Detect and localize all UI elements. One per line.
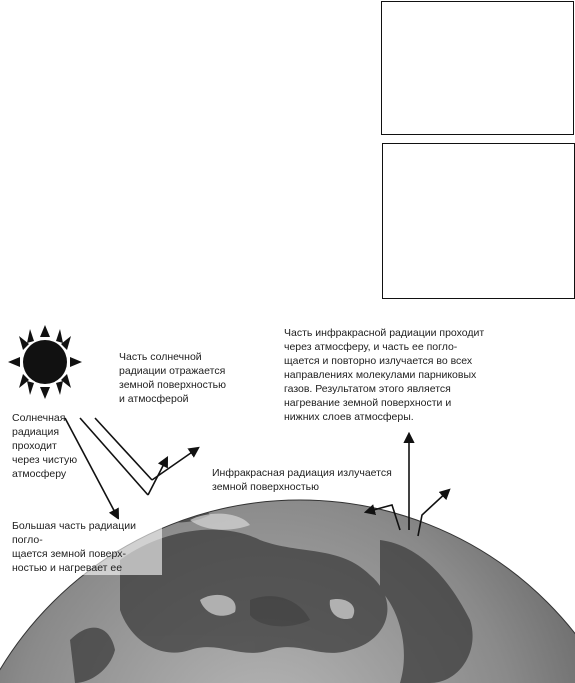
label-reflected: Часть солнечной радиации отражается земной поверхностью и атмосферой <box>119 351 227 405</box>
sun-icon <box>8 325 82 399</box>
empty-answer-box-bottom <box>382 143 575 299</box>
label-infrared-emitted: Инфракрасная радиация излучается земной поверхностью <box>212 467 392 493</box>
label-solar-passes: Солнечная радиация проходит через чистую атмосферу <box>12 412 78 480</box>
arrow-solar-incoming-3 <box>95 418 152 480</box>
label-absorbed: Большая часть радиации погло- щается земной поверх- ностью и нагревает ее <box>12 519 162 575</box>
empty-answer-box-top <box>381 1 574 135</box>
arrow-reflected-2 <box>152 448 198 480</box>
label-infrared-partial: Часть инфракрасной радиации проходит через атмосферу, и часть ее погло- щается и повторно излучается во всех направлениях молекулами парниковых газов. Результатом этого является нагревание земной поверхности и нижних слоев атмосферы. <box>284 327 485 423</box>
